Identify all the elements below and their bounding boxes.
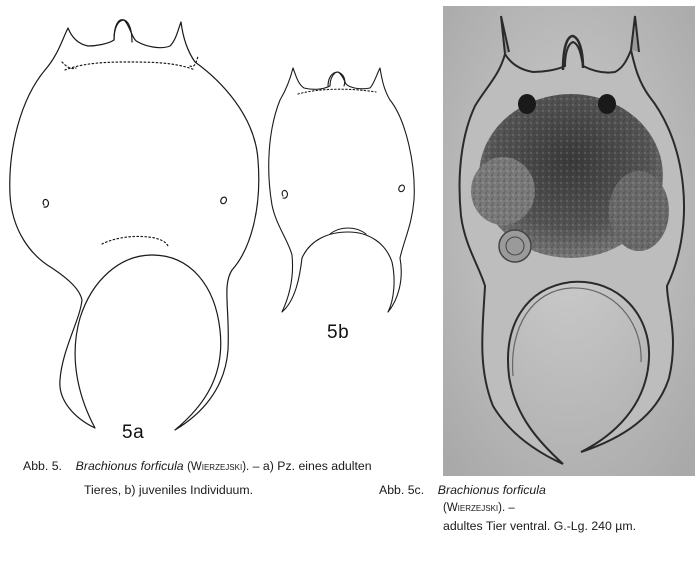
caption-fig5c-author: (Wierzejski). – [443,502,515,514]
caption-fig5-line1 [23,457,372,477]
lorica-5a-outline [10,20,259,430]
figure-label-5b: 5b [327,322,350,343]
caption-fig5c-species: Brachionus forficula [437,483,546,497]
lateral-antenna-left-5a [43,199,48,207]
lorica-5b-outline [269,68,415,312]
lateral-antenna-right-5a [221,197,227,204]
corona-dots-5a [65,62,195,70]
caption-fig5-prefix: Abb. 5. [23,459,62,473]
micrograph-5c [443,6,695,476]
caption-fig5-species: Brachionus forficula [75,459,184,473]
caption-fig5c-line1 [379,481,546,500]
caption-fig5-rest: – a) Pz. eines adulten [249,459,372,473]
figure-label-5a: 5a [122,422,145,443]
caption-fig5-line2: Tieres, b) juveniles Individuum. [84,483,254,497]
posterior-dots-5a [102,236,168,246]
anterior-spines-5a [114,20,132,42]
caption-fig5c-prefix: Abb. 5c. [379,483,425,497]
caption-fig5c-line3: adultes Tier ventral. G.-Lg. 240 µm. [443,519,636,533]
caption-fig5-author: (Wierzejski). [187,461,250,473]
drawing-5b [269,68,415,312]
